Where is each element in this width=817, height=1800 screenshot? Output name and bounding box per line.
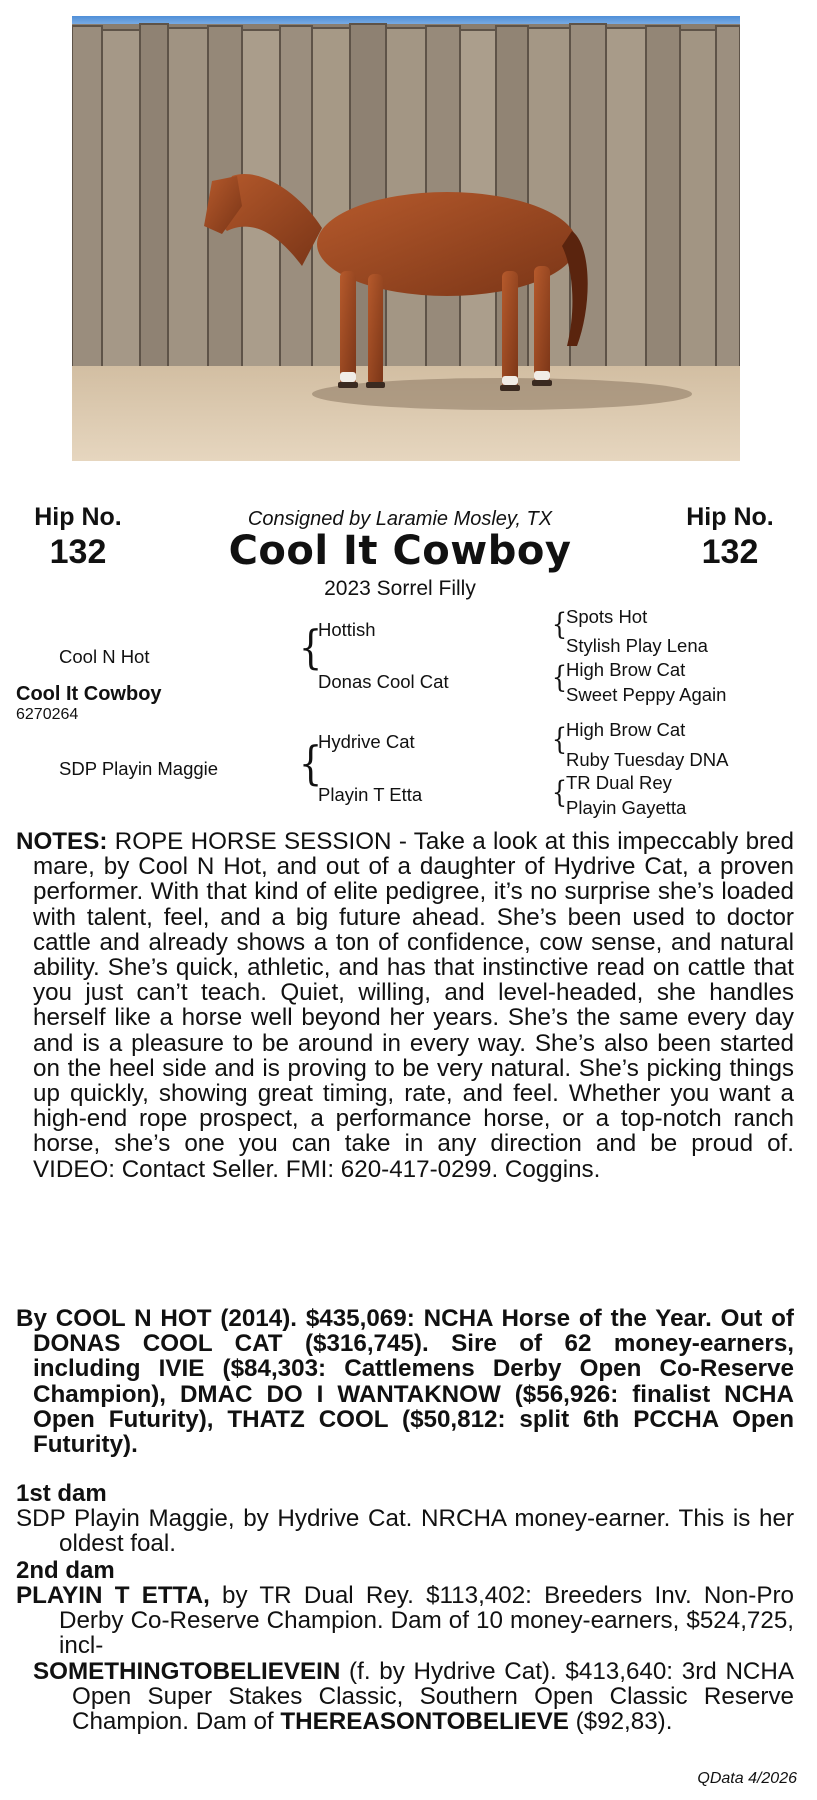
pedigree-ggp: Spots Hot — [566, 606, 648, 627]
pedigree-brace: { — [551, 775, 568, 810]
horse-photo — [72, 16, 740, 461]
pedigree-sire: Cool N Hot — [59, 646, 150, 667]
pedigree-brace: { — [551, 660, 568, 695]
sire-info-text: By COOL N HOT (2014). $435,069: NCHA Horse of the Year. Out of DONAS COOL CAT ($316,745). Sire of 62 money-earners, including IVIE ($84,303: Cattlemens Derby Open Co-Reserve Champion), DMAC DO I WANTAKNOW ($56,926: finalist NCHA Open Futurity), THATZ COOL ($50,812: split 6th PCCHA Open Futurity). — [16, 1305, 794, 1459]
horse-description: 2023 Sorrel Filly — [324, 577, 476, 600]
hip-number-right — [665, 502, 795, 572]
first-dam-text: SDP Playin Maggie, by Hydrive Cat. NRCHA money-earner. This is her oldest foal. — [16, 1505, 794, 1558]
hip-number: 132 — [49, 533, 107, 571]
pedigree-brace: { — [298, 736, 323, 790]
pedigree-brace: { — [551, 722, 568, 757]
pedigree-dam-dam: Playin T Etta — [318, 784, 423, 805]
hip-label: Hip No. — [34, 503, 122, 531]
registration-number: 6270264 — [16, 706, 79, 723]
notes-section — [16, 829, 794, 1182]
produce-offspring: THEREASONTOBELIEVE — [280, 1708, 569, 1736]
hip-number: 132 — [701, 533, 759, 571]
produce-text: (f. by Hydrive Cat). $413,640: 3rd NCHA Open Super Stakes Classic, Southern Open Classic Reserve Champion. Dam of — [72, 1658, 794, 1736]
second-dam-label: 2nd dam — [16, 1557, 115, 1584]
footer-credit: QData 4/2026 — [697, 1770, 797, 1787]
pedigree-dam-sire: Hydrive Cat — [318, 731, 415, 752]
pedigree-sire-dam: Donas Cool Cat — [318, 671, 449, 692]
pedigree-ggp: High Brow Cat — [566, 719, 686, 740]
horse-name: Cool It Cowboy — [228, 528, 572, 574]
notes-text: ROPE HORSE SESSION - Take a look at this impeccably bred mare, by Cool N Hot, and out of a daughter of Hydrive Cat, a proven performer. With that kind of elite pedigree, it’s no surprise she’s loaded with talent, feel, and a big future ahead. She’s been used to doctor cattle and already shows a ton of confidence, cow sense, and natural ability. She’s quick, athletic, and has that instinctive read on cattle that you just can’t teach. Quiet, willing, and level-headed, she handles herself like a horse well beyond her years. She’s the same every day and is a pleasure to be around in every way. She’s also been started on the heel side and is proving to be very natural. She’s picking things up quickly, showing great timing, rate, and feel. Whether you want a high-end rope prospect, a performance horse, or a top-notch ranch horse, she’s one you can take in any direction and be proud of. VIDEO: Contact Seller. FMI: 620-417-0299. Coggins. — [33, 828, 794, 1183]
pedigree-brace: { — [551, 607, 568, 642]
pedigree-ggp: High Brow Cat — [566, 659, 686, 680]
consignor: Consigned by Laramie Mosley, TX — [247, 508, 553, 530]
pedigree-ggp: Stylish Play Lena — [566, 635, 708, 656]
pedigree-dam: SDP Playin Maggie — [59, 758, 219, 779]
first-dam-section — [16, 1506, 794, 1556]
first-dam-label: 1st dam — [16, 1480, 107, 1507]
pedigree-ggp: Ruby Tuesday DNA — [566, 749, 729, 770]
produce-record — [33, 1659, 794, 1735]
pedigree-sire-sire: Hottish — [318, 619, 376, 640]
notes-label: NOTES: — [16, 828, 108, 855]
hip-number-left — [13, 502, 143, 572]
sire-info — [16, 1306, 794, 1457]
produce-name: SOMETHINGTOBELIEVEIN — [33, 1658, 341, 1685]
second-dam-text: by TR Dual Rey. $113,402: Breeders Inv. Non-Pro Derby Co-Reserve Champion. Dam of 10 money-earners, $524,725, incl- — [59, 1582, 794, 1660]
second-dam-section — [16, 1583, 794, 1659]
hip-label: Hip No. — [686, 503, 774, 531]
produce-text-end: ($92,83). — [568, 1708, 673, 1736]
pedigree-ggp: Playin Gayetta — [566, 797, 687, 818]
pedigree-horse-name: Cool It Cowboy — [16, 683, 162, 705]
second-dam-name: PLAYIN T ETTA, — [16, 1582, 210, 1609]
pedigree-ggp: TR Dual Rey — [566, 772, 672, 793]
pedigree-ggp: Sweet Peppy Again — [566, 684, 727, 705]
pedigree-brace: { — [298, 620, 323, 674]
